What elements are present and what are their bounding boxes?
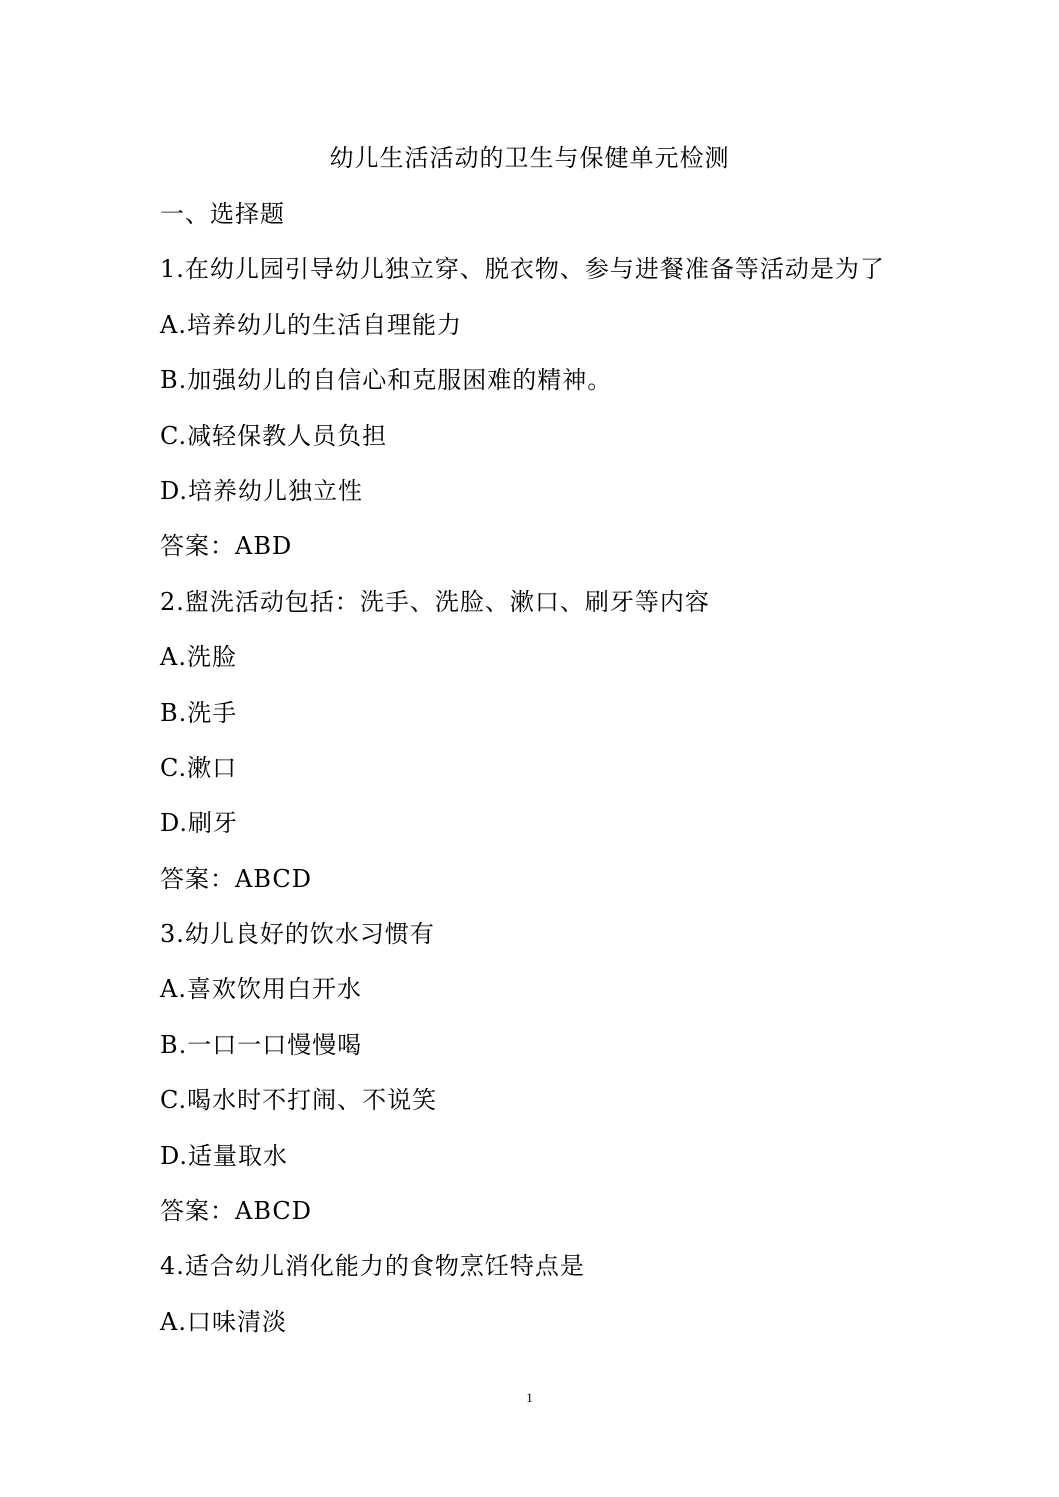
question-2-option-d: D.刷牙 [160,809,239,838]
question-4-option-a: A.口味清淡 [160,1307,287,1336]
question-2-option-b: B.洗手 [160,698,238,727]
document-body [160,196,920,1359]
question-2-answer: 答案：ABCD [160,864,313,893]
page-number: 1 [526,1390,533,1405]
section-heading: 一、选择题 [160,200,285,228]
question-1-option-b: B.加强幼儿的自信心和克服困难的精神。 [160,366,613,395]
question-3-option-b: B.一口一口慢慢喝 [160,1030,363,1059]
question-3-stem: 3.幼儿良好的饮水习惯有 [160,920,435,949]
question-2-option-a: A.洗脸 [160,643,237,672]
question-1-answer: 答案：ABD [160,532,293,561]
question-1-option-a: A.培养幼儿的生活自理能力 [160,310,462,339]
question-2-stem: 2.盥洗活动包括：洗手、洗脸、漱口、刷牙等内容 [160,587,710,616]
question-1-option-d: D.培养幼儿独立性 [160,476,364,505]
question-1-option-c: C.减轻保教人员负担 [160,421,388,450]
document-title: 幼儿生活活动的卫生与保健单元检测 [329,144,730,172]
question-1-stem: 1.在幼儿园引导幼儿独立穿、脱衣物、参与进餐准备等活动是为了 [160,255,885,284]
question-3-option-d: D.适量取水 [160,1141,289,1170]
question-4-stem: 4.适合幼儿消化能力的食物烹饪特点是 [160,1252,585,1281]
question-3-option-a: A.喜欢饮用白开水 [160,975,362,1004]
question-3-answer: 答案：ABCD [160,1197,313,1226]
question-2-option-c: C.漱口 [160,753,238,782]
question-3-option-c: C.喝水时不打闹、不说笑 [160,1086,438,1115]
